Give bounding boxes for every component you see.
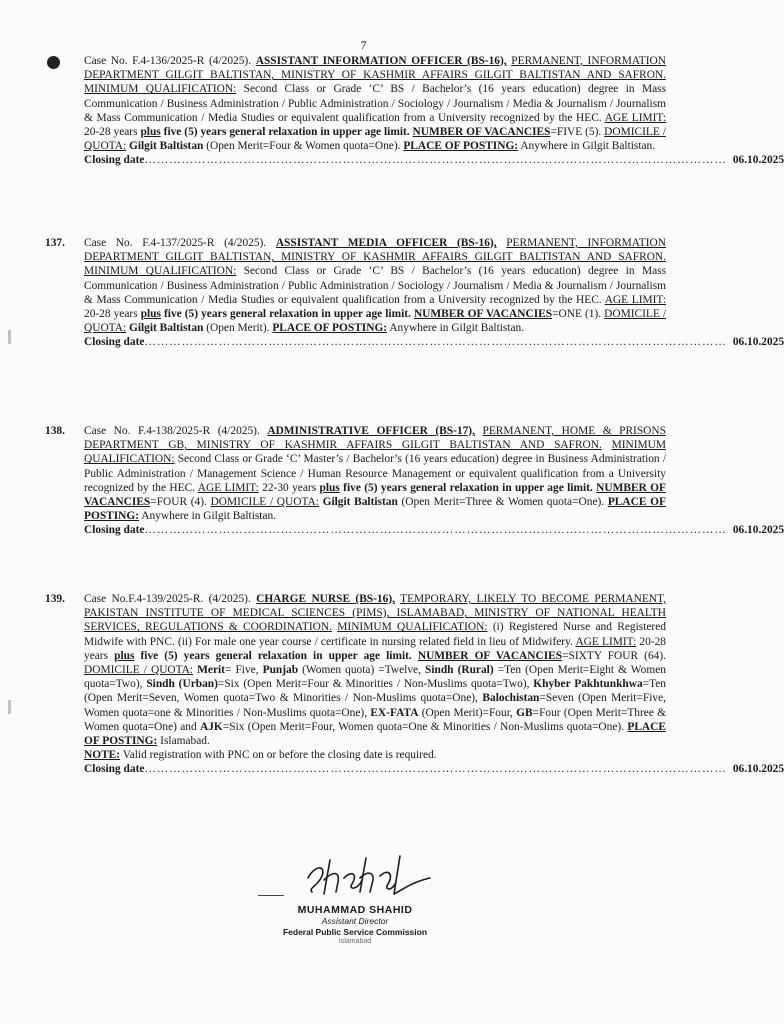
- domicile-bold: Gilgit Baltistan: [128, 322, 204, 335]
- signatory-title: Assistant Director: [321, 916, 389, 926]
- post-title: CHARGE NURSE (BS-16),: [256, 593, 395, 605]
- domicile-bold: Gilgit Baltistan: [322, 496, 398, 509]
- vacancies-text: =FOUR (4).: [150, 496, 207, 509]
- note-row: [84, 748, 666, 762]
- domicile-label: DOMICILE / QUOTA:: [84, 664, 194, 677]
- age-limit-label: AGE LIMIT:: [575, 635, 637, 648]
- case-body: [84, 592, 784, 777]
- leader-dots: ……………………………………………………………………………………………………………………………: [144, 524, 727, 537]
- domicile-text: (Open Merit=Four & Women quota=One).: [206, 140, 401, 153]
- case-ref: Case No. F.4-136/2025-R (4/2025).: [84, 55, 252, 67]
- closing-label: Closing date: [84, 154, 145, 167]
- closing-label: Closing date: [84, 763, 145, 776]
- posting-text: Anywhere in Gilgit Baltistan.: [141, 510, 277, 523]
- quota-merit-text: = Five,: [224, 664, 259, 677]
- plus-word: plus: [114, 649, 135, 662]
- quota-sindh-urban-text: =Six (Open Merit=Four & Minorities / Non-Muslims quota=Two),: [217, 678, 530, 691]
- qualification-label: MINIMUM QUALIFICATION:: [84, 83, 237, 96]
- scan-mark: [8, 330, 11, 344]
- closing-date: 06.10.2025: [732, 154, 784, 167]
- age-limit-text: 20-28 years: [84, 126, 138, 139]
- department: PERMANENT, INFORMATION DEPARTMENT GILGIT BALTISTAN, MINISTRY OF KASHMIR AFFAIRS GILGIT BALTISTAN AND SAFRON.: [84, 55, 666, 82]
- scan-mark: [8, 700, 11, 714]
- qualification-label: MINIMUM QUALIFICATION:: [84, 439, 666, 466]
- posting-text: Anywhere in Gilgit Baltistan.: [520, 140, 656, 153]
- post-title: ASSISTANT MEDIA OFFICER (BS-16),: [275, 237, 497, 249]
- post-title: ASSISTANT INFORMATION OFFICER (BS-16),: [255, 55, 507, 67]
- quota-gb-label: GB: [516, 706, 533, 719]
- posting-text: Anywhere in Gilgit Baltistan.: [389, 322, 525, 335]
- case-136: [46, 54, 784, 168]
- relaxation-text: five (5) years general relaxation in upper age limit.: [164, 308, 411, 321]
- quota-punjab-text: (Women quota) =Twelve,: [302, 664, 421, 677]
- page-number: 7: [360, 38, 367, 52]
- department: PERMANENT, HOME & PRISONS DEPARTMENT GB, MINISTRY OF KASHMIR AFFAIRS GILGIT BALTISTAN AND SAFRON.: [84, 425, 666, 452]
- quota-kp-label: Khyber Pakhtunkhwa: [533, 678, 643, 691]
- age-limit-text: 20-28 years: [84, 308, 138, 321]
- domicile-text: (Open Merit=Three & Women quota=One).: [401, 496, 605, 509]
- posting-label: PLACE OF POSTING:: [403, 140, 519, 153]
- vacancies-label: NUMBER OF VACANCIES: [413, 308, 553, 321]
- qualification-label: MINIMUM QUALIFICATION:: [337, 621, 488, 634]
- department: PERMANENT, INFORMATION DEPARTMENT GILGIT BALTISTAN, MINISTRY OF KASHMIR AFFAIRS GILGIT BALTISTAN AND SAFRON.: [84, 237, 666, 264]
- age-limit-label: AGE LIMIT:: [197, 481, 259, 494]
- closing-label: Closing date: [84, 524, 145, 537]
- plus-word: plus: [319, 481, 340, 494]
- vacancies-text: =FIVE (5).: [550, 126, 602, 139]
- quota-sindh-urban-label: Sindh (Urban): [146, 678, 218, 691]
- qualification-text: Second Class or Grade ‘C’ BS / Bachelor’s (16 years education) degree in Mass Communication / Business Administration / Public Administration / Sociology / Journalism / Media & Journalism / Journalism & Mass Communication / Media Studies or equivalent qualification from a University recognized by the HEC.: [84, 83, 666, 124]
- posting-label: PLACE OF POSTING:: [84, 720, 666, 748]
- qualification-text: Second Class or Grade ‘C’ Master’s / Bachelor’s (16 years education) degree in Business Administration / Public Administration / Management Science / Human Resource Management or equivalent qualification from a University recognized by the HEC.: [84, 453, 666, 494]
- note-label: NOTE:: [84, 749, 121, 762]
- closing-row: [84, 523, 784, 537]
- quota-ajk-label: AJK: [200, 720, 223, 733]
- posting-label: PLACE OF POSTING:: [272, 322, 388, 335]
- leader-dots: ……………………………………………………………………………………………………………………………: [144, 336, 727, 349]
- domicile-text: (Open Merit).: [206, 322, 270, 335]
- qualification-label: MINIMUM QUALIFICATION:: [84, 265, 237, 278]
- case-body: [84, 54, 784, 168]
- vacancies-text: =SIXTY FOUR (64).: [562, 649, 667, 662]
- posting-label: PLACE OF POSTING:: [84, 496, 666, 523]
- quota-fata-label: EX-FATA: [370, 706, 419, 719]
- quota-balochistan-label: Balochistan: [482, 692, 540, 705]
- closing-row: [84, 335, 784, 349]
- case-138: [45, 424, 784, 538]
- age-limit-label: AGE LIMIT:: [604, 111, 666, 124]
- relaxation-text: five (5) years general relaxation in upper age limit.: [343, 481, 593, 494]
- closing-row: [84, 153, 784, 167]
- signature-block: [240, 848, 480, 968]
- case-number: 137.: [45, 237, 65, 249]
- posting-text: Islamabad.: [160, 735, 210, 748]
- quota-gb-text: =Four (Open Merit=Three & Women quota=One) and: [84, 706, 667, 733]
- plus-word: plus: [140, 308, 161, 321]
- department: TEMPORARY, LIKELY TO BECOME PERMANENT, PAKISTAN INSTITUTE OF MEDICAL SCIENCES (PIMS), ISLAMABAD, MINISTRY OF NATIONAL HEALTH SERVICES, REGULATIONS & COORDINATION.: [84, 593, 666, 634]
- case-body: [84, 424, 784, 538]
- quota-kp-text: =Ten (Open Merit=Seven, Women quota=Two & Minorities / Non-Muslims quota=One),: [84, 678, 666, 705]
- relaxation-text: five (5) years general relaxation in upper age limit.: [163, 126, 410, 139]
- case-139: [45, 592, 784, 777]
- vacancies-label: NUMBER OF VACANCIES: [84, 481, 666, 509]
- qualification-text: (i) Registered Nurse and Registered Midwife with PNC. (ii) For male one year course / certificate in nursing related field in lieu of Midwifery.: [84, 621, 666, 648]
- vacancies-label: NUMBER OF VACANCIES: [417, 649, 563, 662]
- leader-dots: ……………………………………………………………………………………………………………………………: [144, 154, 727, 167]
- vacancies-text: =ONE (1).: [552, 308, 602, 321]
- case-ref: Case No. F.4-137/2025-R (4/2025).: [84, 237, 267, 249]
- quota-sindh-rural-label: Sindh (Rural): [425, 664, 494, 677]
- case-number: 139.: [45, 593, 65, 605]
- qualification-text: Second Class or Grade ‘C’ BS / Bachelor’s (16 years education) degree in Mass Communication / Business Administration / Public Administration / Sociology / Journalism / Media & Journalism / Journalism & Mass Communication / Media Studies or equivalent qualification from a University recognized by the HEC.: [84, 265, 666, 306]
- case-137: [45, 236, 784, 350]
- closing-date: 06.10.2025: [732, 336, 784, 349]
- signatory-organization: Federal Public Service Commission: [282, 927, 428, 937]
- quota-punjab-label: Punjab: [262, 664, 299, 677]
- closing-label: Closing date: [84, 336, 145, 349]
- note-text: Valid registration with PNC on or before the closing date is required.: [122, 749, 437, 762]
- case-ref: Case No. F.4-138/2025-R (4/2025).: [84, 425, 260, 437]
- closing-date: 06.10.2025: [732, 524, 784, 537]
- signatory-city: Islamabad: [338, 938, 372, 945]
- plus-word: plus: [140, 126, 161, 139]
- handwritten-signature: [300, 848, 440, 900]
- case-ref: Case No.F.4-139/2025-R. (4/2025).: [84, 593, 251, 605]
- domicile-label: DOMICILE / QUOTA:: [84, 308, 667, 335]
- post-title: ADMINISTRATIVE OFFICER (BS-17),: [267, 425, 475, 437]
- quota-balochistan-text: =Seven (Open Merit=Five, Women quota=one & Minorities / Non-Muslims quota=One),: [84, 692, 666, 719]
- age-limit-text: 22-30 years: [262, 481, 317, 494]
- case-number: 138.: [45, 425, 65, 437]
- closing-row: [84, 762, 784, 776]
- quota-merit-label: Merit: [197, 664, 225, 677]
- age-limit-label: AGE LIMIT:: [604, 293, 666, 306]
- quota-ajk-text: =Six (Open Merit=Four, Women quota=One & Minorities / Non-Muslims quota=One).: [222, 720, 625, 733]
- age-limit-text: 20-28 years: [84, 635, 666, 662]
- signature-dash: [258, 895, 284, 896]
- domicile-bold: Gilgit Baltistan: [128, 140, 204, 153]
- signatory-name: MUHAMMAD SHAHID: [297, 904, 413, 916]
- domicile-label: DOMICILE / QUOTA:: [210, 496, 319, 509]
- domicile-label: DOMICILE / QUOTA:: [84, 126, 666, 153]
- relaxation-text: five (5) years general relaxation in upper age limit.: [140, 649, 412, 662]
- quota-fata-text: (Open Merit)=Four,: [421, 706, 513, 719]
- leader-dots: ……………………………………………………………………………………………………………………………: [144, 763, 727, 776]
- closing-date: 06.10.2025: [732, 763, 784, 776]
- case-body: [84, 236, 784, 350]
- signatory: [240, 904, 470, 945]
- vacancies-label: NUMBER OF VACANCIES: [412, 126, 551, 139]
- quota-sindh-rural-text: =Ten (Open Merit=Eight & Women quota=Two),: [84, 664, 666, 691]
